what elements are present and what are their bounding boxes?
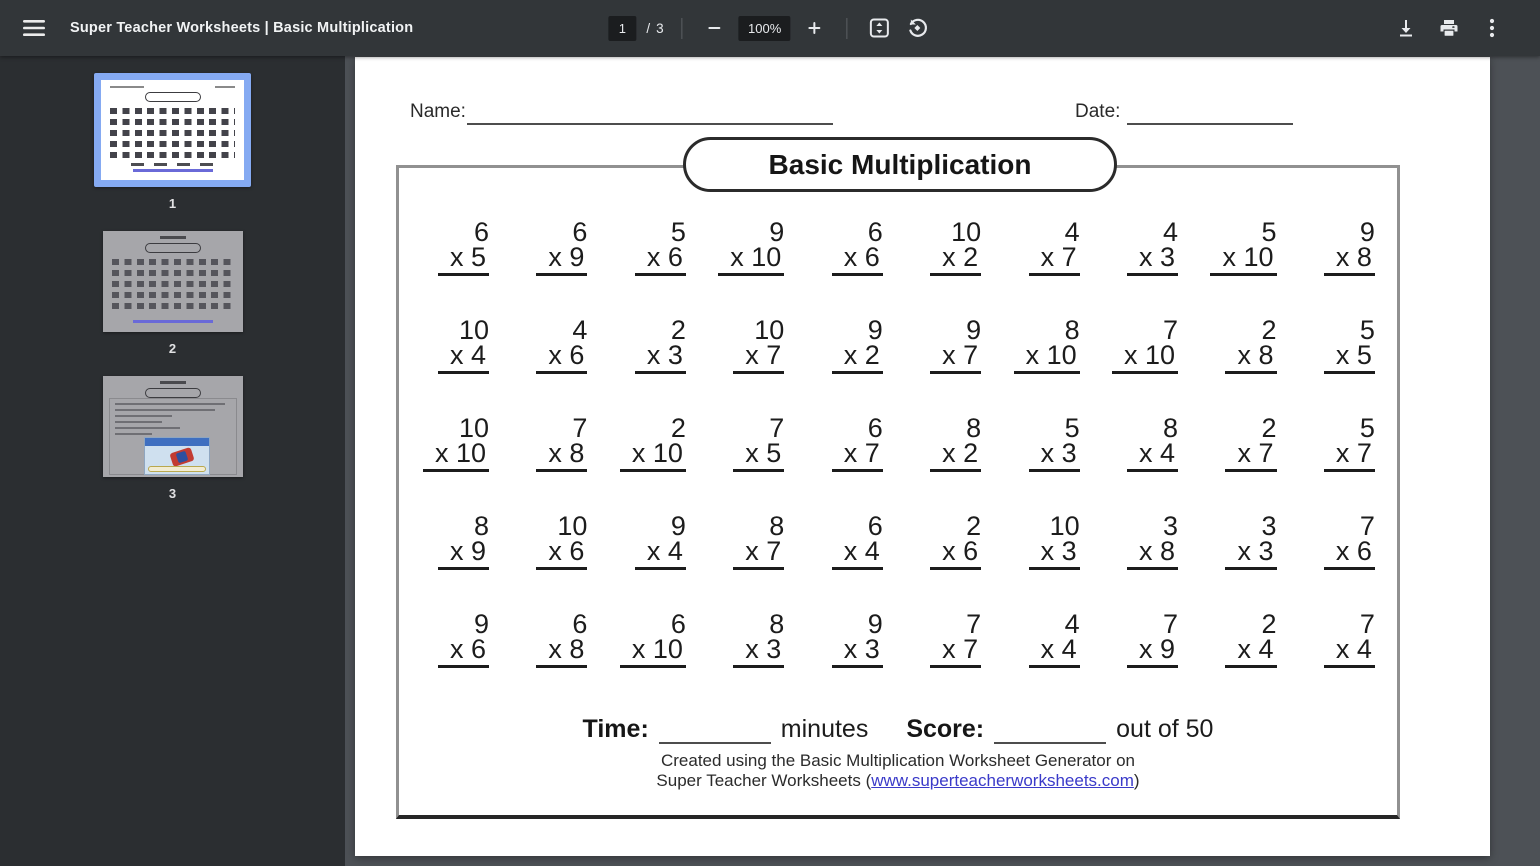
pdf-viewer[interactable] [345,56,1540,866]
multiplication-problem: 7 x 9 [1114,612,1178,668]
problem-row [425,609,1375,668]
multiplication-problem: 5 x 3 [1016,416,1080,472]
multiplication-problem: 9 x 7 [917,318,981,374]
fit-page-icon[interactable] [866,14,894,42]
thumbnail-page-number: 1 [168,196,177,211]
mini-title-capsule [145,92,201,102]
thumbnail-preview[interactable] [103,231,243,332]
multiplication-problem: 7 x 6 [1311,514,1375,570]
multiplication-problem: 6 x 9 [523,220,587,276]
multiplication-problem: 2 x 3 [622,318,686,374]
mini-title-capsule [145,388,201,398]
problem-row [425,413,1375,472]
name-label: Name: [410,101,466,122]
multiplication-problem: 7 x 10 [1114,318,1178,374]
multiplication-problem: 9 x 3 [819,612,883,668]
multiplication-problem: 7 x 7 [917,612,981,668]
thumbnail-preview[interactable] [94,73,251,187]
time-score-row [396,715,1400,744]
multiplication-problem: 9 x 6 [425,612,489,668]
multiplication-problem: 7 x 4 [1311,612,1375,668]
multiplication-problem: 2 x 4 [1213,612,1277,668]
zoom-in-icon[interactable] [801,14,829,42]
date-label: Date: [1075,101,1121,122]
multiplication-problem: 4 x 4 [1016,612,1080,668]
multiplication-problem: 6 x 10 [622,612,686,668]
multiplication-problem: 10 x 10 [425,416,489,472]
thumbnail-panel [0,56,345,866]
worksheet-footer [396,751,1400,791]
page-number-input[interactable] [608,16,636,41]
multiplication-problem: 7 x 5 [720,416,784,472]
time-blank-line [659,720,771,744]
multiplication-problem: 3 x 8 [1114,514,1178,570]
multiplication-problem: 7 x 8 [523,416,587,472]
divider [682,18,683,39]
multiplication-problem: 10 x 3 [1016,514,1080,570]
multiplication-problem: 4 x 3 [1114,220,1178,276]
score-suffix: out of 50 [1116,715,1214,743]
footer-link[interactable]: www.superteacherworksheets.com [871,771,1134,790]
multiplication-problem: 9 x 10 [720,220,784,276]
multiplication-problem: 8 x 7 [720,514,784,570]
page-thumbnail[interactable] [103,376,243,501]
time-label: Time: [582,715,649,743]
minutes-label: minutes [780,715,869,743]
multiplication-problem: 4 x 6 [523,318,587,374]
mini-link-line [133,320,213,323]
multiplication-problem: 6 x 5 [425,220,489,276]
mini-link-line [133,169,213,172]
worksheet-page [355,57,1490,856]
multiplication-problem: 3 x 3 [1213,514,1277,570]
multiplication-problem: 10 x 6 [523,514,587,570]
problem-row [425,217,1375,276]
multiplication-problem: 9 x 4 [622,514,686,570]
mini-problem-rows [103,259,243,309]
multiplication-problem: 2 x 10 [622,416,686,472]
name-blank-line [467,123,833,125]
footer-line2: Super Teacher Worksheets (www.superteacherworksheets.com) [656,771,1140,790]
page-thumbnail[interactable] [103,231,243,356]
multiplication-problem: 5 x 10 [1213,220,1277,276]
multiplication-problem: 8 x 2 [917,416,981,472]
mini-document-body [109,398,237,475]
multiplication-problem: 2 x 7 [1213,416,1277,472]
mini-superhero-image [144,437,210,475]
rotate-icon[interactable] [904,14,932,42]
multiplication-problem: 6 x 8 [523,612,587,668]
multiplication-problem: 10 x 7 [720,318,784,374]
worksheet-title-capsule [683,137,1117,192]
multiplication-problem: 8 x 4 [1114,416,1178,472]
multiplication-problem: 2 x 6 [917,514,981,570]
zoom-out-icon[interactable] [701,14,729,42]
footer-line1: Created using the Basic Multiplication Worksheet Generator on [660,751,1136,770]
date-blank-line [1127,123,1293,125]
mini-score-line [131,163,214,166]
multiplication-problem: 4 x 7 [1016,220,1080,276]
document-title: Super Teacher Worksheets | Basic Multiplication [70,20,414,36]
thumbnail-page-number: 3 [168,486,177,501]
multiplication-problem: 8 x 3 [720,612,784,668]
print-icon[interactable] [1435,14,1463,42]
mini-header-text [160,381,186,384]
multiplication-problem: 5 x 5 [1311,318,1375,374]
multiplication-problem: 8 x 9 [425,514,489,570]
menu-icon[interactable] [20,14,48,42]
multiplication-problem: 5 x 6 [622,220,686,276]
mini-problem-rows [101,108,244,158]
problem-row [425,315,1375,374]
mini-header-text [160,236,186,239]
worksheet-title: Basic Multiplication [768,148,1032,180]
zoom-level-input[interactable] [739,16,791,41]
score-label: Score: [906,715,985,743]
thumbnail-page-number: 2 [168,341,177,356]
multiplication-problem: 6 x 7 [819,416,883,472]
multiplication-problem: 9 x 8 [1311,220,1375,276]
page-thumbnail[interactable] [94,73,251,211]
pdf-toolbar [0,0,1540,56]
score-blank-line [994,720,1106,744]
mini-title-capsule [145,243,201,253]
multiplication-problem: 6 x 4 [819,514,883,570]
multiplication-problem: 10 x 2 [917,220,981,276]
problem-row [425,511,1375,570]
page-count: / 3 [646,20,664,36]
thumbnail-preview[interactable] [103,376,243,477]
multiplication-problem: 8 x 10 [1016,318,1080,374]
divider [847,18,848,39]
mini-name-date-lines [101,80,244,88]
download-icon[interactable] [1392,14,1420,42]
multiplication-problem: 5 x 7 [1311,416,1375,472]
multiplication-problem: 2 x 8 [1213,318,1277,374]
multiplication-problem: 10 x 4 [425,318,489,374]
more-options-icon[interactable] [1478,14,1506,42]
multiplication-problem: 9 x 2 [819,318,883,374]
multiplication-problem: 6 x 6 [819,220,883,276]
